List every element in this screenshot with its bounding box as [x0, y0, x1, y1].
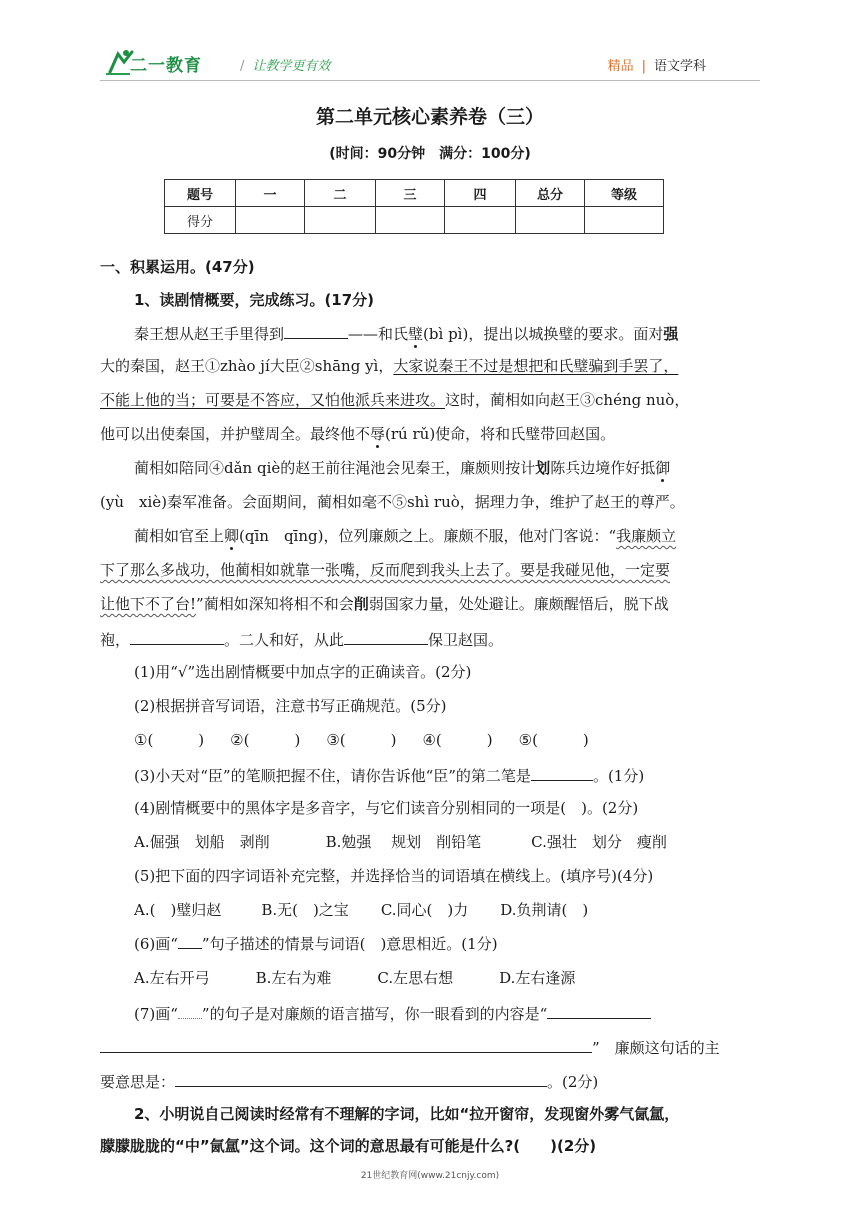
- passage-line: 袍， 。二人和好，从此 保卫赵国。: [100, 628, 764, 650]
- section-heading: 一、积累运用。(47分): [100, 258, 255, 276]
- answer-blank[interactable]: [130, 628, 224, 645]
- passage-line: 秦王想从赵王手里得到 ——和氏璧(bì pì)，提出以城换璧的要求。面对强: [100, 322, 798, 344]
- score-cell[interactable]: [236, 207, 305, 234]
- score-row-label: 得分: [165, 207, 236, 234]
- score-cell[interactable]: [445, 207, 516, 234]
- score-cell[interactable]: [516, 207, 585, 234]
- score-table-header-row: [165, 180, 664, 207]
- sub-question: (1)用“√”选出剧情概要中加点字的正确读音。(2分): [134, 663, 472, 681]
- page-subtitle: (时间：90分钟 满分：100分): [329, 146, 531, 162]
- score-table-header: 一: [236, 180, 305, 207]
- answer-blank[interactable]: [547, 1002, 651, 1019]
- score-table-header: 题号: [165, 180, 236, 207]
- option[interactable]: B.勉强 规划 削铅笔: [325, 833, 482, 851]
- header-divider: [100, 80, 760, 81]
- option[interactable]: C.同心( )力: [380, 901, 469, 919]
- options-row: [100, 968, 798, 988]
- answer-blank[interactable]: [175, 1070, 547, 1087]
- score-cell[interactable]: [376, 207, 445, 234]
- straight-underline-sample: [178, 934, 202, 949]
- passage-line: 蔺相如官至上卿(qīn qīng)，位列廉颇之上。廉颇不服，他对门客说：“我廉颇立: [134, 527, 677, 545]
- answer-blank[interactable]: [344, 628, 428, 645]
- score-table-header: 二: [305, 180, 376, 207]
- sub-question: (7)画“ ”的句子是对廉颇的语言描写，你一眼看到的内容是“: [100, 1002, 798, 1024]
- passage-line: 让他下不了台!”蔺相如深知将相不和会削弱国家力量，处处避让。廉颇醒悟后，脱下战: [100, 595, 669, 613]
- sub-question: (6)画“ ”句子描述的情景与词语( )意思相近。(1分): [134, 935, 498, 953]
- score-cell[interactable]: [585, 207, 664, 234]
- passage-line: 下了那么多战功，他蔺相如就靠一张嘴，反而爬到我头上去了。要是我碰见他，一定要: [100, 561, 671, 579]
- subject-badge: 精品 | 语文学科: [607, 59, 706, 74]
- answer-box[interactable]: ②( ): [230, 731, 301, 749]
- answer-box[interactable]: ③( ): [326, 731, 397, 749]
- option[interactable]: B.左右为难: [255, 969, 332, 987]
- sub-question: (3)小天对“臣”的笔顺把握不住，请你告诉他“臣”的第二笔是 。(1分): [100, 764, 798, 786]
- score-table-header: 等级: [585, 180, 664, 207]
- answer-blank[interactable]: [531, 764, 593, 781]
- options-row: [100, 832, 798, 852]
- page-footer: 21世纪教育网(www.21cnjy.com): [360, 1171, 500, 1181]
- option[interactable]: C.左思右想: [377, 969, 454, 987]
- option[interactable]: B.无( )之宝: [261, 901, 349, 919]
- sub-question-cont: ” 廉颇这句话的主: [100, 1036, 764, 1058]
- passage-line: (yù xiè)秦军准备。会面期间，蔺相如毫不⑤shì ruò，据理力争，维护了赵王的尊严。: [100, 493, 685, 511]
- passage-line: 他可以出使秦国，并护璧周全。最终他不辱(rú rǔ)使命，将和氏璧带回赵国。: [100, 425, 616, 443]
- options-row: [100, 900, 798, 920]
- slogan: / 让教学更有效: [240, 59, 331, 74]
- answer-blank[interactable]: [100, 1036, 592, 1053]
- sub-question: (5)把下面的四字词语补充完整，并选择恰当的词语填在横线上。(填序号)(4分): [134, 867, 654, 885]
- answer-box[interactable]: ⑤( ): [518, 731, 589, 749]
- score-cell[interactable]: [305, 207, 376, 234]
- question-title: 2、小明说自己阅读时经常有不理解的字词，比如“拉开窗帘，发现窗外雾气氤氲，: [134, 1105, 680, 1123]
- question-title: 1、读剧情概要，完成练习。(17分): [134, 291, 375, 309]
- wavy-underline-sample: [178, 1004, 202, 1019]
- option[interactable]: A.倔强 划船 剥削: [134, 833, 270, 851]
- option[interactable]: C.强壮 划分 瘦削: [531, 833, 667, 851]
- score-table-row: [165, 207, 664, 234]
- sub-question-cont: 要意思是： 。(2分): [100, 1070, 764, 1092]
- page-header: [100, 46, 760, 86]
- logo-text: 二一教育: [130, 56, 202, 76]
- option[interactable]: A.( )璧归赵: [134, 901, 222, 919]
- score-table-header: 总分: [516, 180, 585, 207]
- answer-box[interactable]: ④( ): [422, 731, 493, 749]
- sub-question: (4)剧情概要中的黑体字是多音字，与它们读音分别相同的一项是( )。(2分): [134, 799, 639, 817]
- score-table: [164, 179, 664, 234]
- answer-blank[interactable]: [284, 322, 348, 339]
- sub-question: (2)根据拼音写词语，注意书写正确规范。(5分): [134, 697, 447, 715]
- answer-box[interactable]: ①( ): [134, 731, 205, 749]
- page-title: 第二单元核心素养卷（三）: [315, 106, 544, 128]
- passage-line: 蔺相如陪同④dǎn qiè的赵王前往渑池会见秦王，廉颇则按计划陈兵边境作好抵御: [134, 459, 671, 477]
- pinyin-answer-row: [100, 730, 798, 750]
- question-title-cont: 朦朦胧胧的“中”氤氲”这个词。这个词的意思最有可能是什么?( )(2分): [100, 1137, 597, 1155]
- passage-line: 大的秦国，赵王①zhào jí大臣②shāng yì，大家说秦王不过是想把和氏璧骗到手罢了，: [100, 357, 679, 375]
- score-table-header: 四: [445, 180, 516, 207]
- option[interactable]: D.左右逢源: [499, 969, 576, 987]
- option[interactable]: A.左右开弓: [134, 969, 210, 987]
- passage-line: 不能上他的当；可要是不答应，又怕他派兵来进攻。这时，蔺相如向赵王③chéng nuò，: [100, 391, 690, 409]
- score-table-header: 三: [376, 180, 445, 207]
- option[interactable]: D.负荆请( ): [500, 901, 589, 919]
